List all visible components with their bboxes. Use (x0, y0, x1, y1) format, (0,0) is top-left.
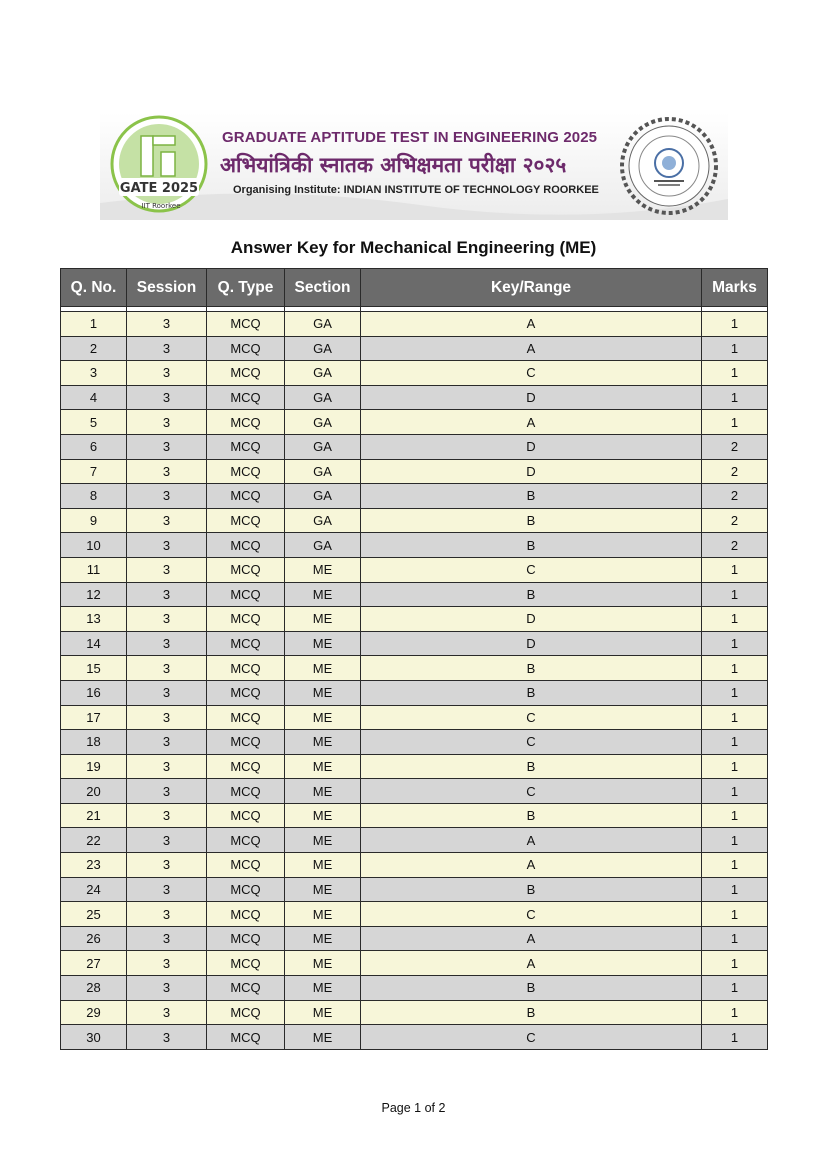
cell-key: A (361, 410, 702, 435)
cell-key: C (361, 730, 702, 755)
cell-marks: 2 (702, 533, 768, 558)
cell-section: GA (285, 459, 361, 484)
cell-section: GA (285, 361, 361, 386)
cell-qno: 19 (61, 754, 127, 779)
cell-marks: 1 (702, 730, 768, 755)
cell-marks: 1 (702, 631, 768, 656)
cell-qno: 2 (61, 336, 127, 361)
cell-marks: 1 (702, 951, 768, 976)
cell-marks: 1 (702, 312, 768, 337)
cell-qno: 9 (61, 508, 127, 533)
cell-session: 3 (127, 312, 207, 337)
table-row (61, 1025, 768, 1050)
cell-key: D (361, 459, 702, 484)
cell-key: D (361, 385, 702, 410)
cell-section: GA (285, 410, 361, 435)
cell-qno: 27 (61, 951, 127, 976)
column-header-section: Section (285, 269, 361, 307)
cell-qtype: MCQ (207, 828, 285, 853)
cell-marks: 1 (702, 336, 768, 361)
table-row (61, 779, 768, 804)
cell-section: ME (285, 1025, 361, 1050)
table-row (61, 754, 768, 779)
cell-key: D (361, 607, 702, 632)
cell-marks: 1 (702, 385, 768, 410)
cell-section: GA (285, 508, 361, 533)
cell-qtype: MCQ (207, 877, 285, 902)
cell-marks: 2 (702, 459, 768, 484)
cell-key: B (361, 582, 702, 607)
cell-qtype: MCQ (207, 803, 285, 828)
cell-key: C (361, 557, 702, 582)
cell-key: D (361, 631, 702, 656)
table-row (61, 902, 768, 927)
cell-key: C (361, 779, 702, 804)
cell-session: 3 (127, 976, 207, 1001)
cell-marks: 1 (702, 976, 768, 1001)
cell-qno: 6 (61, 434, 127, 459)
column-header-marks: Marks (702, 269, 768, 307)
cell-marks: 2 (702, 434, 768, 459)
cell-section: ME (285, 803, 361, 828)
cell-qno: 26 (61, 926, 127, 951)
cell-key: B (361, 508, 702, 533)
cell-section: GA (285, 434, 361, 459)
cell-session: 3 (127, 459, 207, 484)
cell-qno: 25 (61, 902, 127, 927)
document-title: Answer Key for Mechanical Engineering (ME) (230, 238, 597, 257)
column-header-qno: Q. No. (61, 269, 127, 307)
cell-qtype: MCQ (207, 656, 285, 681)
cell-qno: 18 (61, 730, 127, 755)
cell-qtype: MCQ (207, 705, 285, 730)
cell-session: 3 (127, 434, 207, 459)
cell-qtype: MCQ (207, 508, 285, 533)
cell-session: 3 (127, 385, 207, 410)
cell-section: ME (285, 779, 361, 804)
cell-session: 3 (127, 902, 207, 927)
table-row (61, 607, 768, 632)
cell-session: 3 (127, 361, 207, 386)
cell-qtype: MCQ (207, 631, 285, 656)
table-row (61, 926, 768, 951)
cell-qno: 24 (61, 877, 127, 902)
cell-section: ME (285, 680, 361, 705)
cell-section: ME (285, 631, 361, 656)
cell-key: A (361, 336, 702, 361)
cell-key: A (361, 853, 702, 878)
cell-session: 3 (127, 680, 207, 705)
cell-section: GA (285, 312, 361, 337)
table-row (61, 484, 768, 509)
page-number: Page 1 of 2 (381, 1101, 446, 1115)
cell-qno: 21 (61, 803, 127, 828)
cell-section: ME (285, 853, 361, 878)
cell-key: C (361, 902, 702, 927)
cell-section: GA (285, 385, 361, 410)
cell-qtype: MCQ (207, 1000, 285, 1025)
cell-qno: 28 (61, 976, 127, 1001)
cell-section: ME (285, 1000, 361, 1025)
cell-qno: 15 (61, 656, 127, 681)
table-row (61, 976, 768, 1001)
cell-session: 3 (127, 1000, 207, 1025)
cell-marks: 2 (702, 508, 768, 533)
cell-marks: 1 (702, 705, 768, 730)
cell-marks: 1 (702, 656, 768, 681)
table-row (61, 459, 768, 484)
cell-session: 3 (127, 656, 207, 681)
cell-section: GA (285, 484, 361, 509)
cell-session: 3 (127, 533, 207, 558)
iit-roorkee-emblem-icon (618, 115, 720, 217)
table-row (61, 853, 768, 878)
cell-section: GA (285, 336, 361, 361)
cell-key: B (361, 877, 702, 902)
cell-qtype: MCQ (207, 853, 285, 878)
cell-session: 3 (127, 336, 207, 361)
cell-qtype: MCQ (207, 582, 285, 607)
table-row (61, 828, 768, 853)
cell-qno: 13 (61, 607, 127, 632)
table-row (61, 582, 768, 607)
cell-qno: 23 (61, 853, 127, 878)
cell-marks: 1 (702, 410, 768, 435)
cell-session: 3 (127, 877, 207, 902)
table-row (61, 508, 768, 533)
cell-session: 3 (127, 484, 207, 509)
cell-qtype: MCQ (207, 312, 285, 337)
cell-qno: 7 (61, 459, 127, 484)
cell-key: C (361, 1025, 702, 1050)
cell-key: B (361, 484, 702, 509)
cell-session: 3 (127, 508, 207, 533)
cell-key: B (361, 754, 702, 779)
cell-qno: 14 (61, 631, 127, 656)
cell-qtype: MCQ (207, 976, 285, 1001)
cell-key: B (361, 533, 702, 558)
cell-qno: 16 (61, 680, 127, 705)
cell-qno: 5 (61, 410, 127, 435)
gate-logo-subtext: IIT Roorkee (141, 202, 181, 210)
cell-qtype: MCQ (207, 410, 285, 435)
cell-key: B (361, 976, 702, 1001)
cell-marks: 1 (702, 1000, 768, 1025)
cell-key: A (361, 828, 702, 853)
table-row (61, 312, 768, 337)
cell-marks: 1 (702, 853, 768, 878)
cell-qtype: MCQ (207, 361, 285, 386)
cell-marks: 1 (702, 828, 768, 853)
answer-key-table (60, 268, 768, 1050)
table-row (61, 557, 768, 582)
cell-section: ME (285, 730, 361, 755)
cell-key: A (361, 926, 702, 951)
cell-qno: 3 (61, 361, 127, 386)
table-row (61, 730, 768, 755)
cell-session: 3 (127, 607, 207, 632)
table-row (61, 705, 768, 730)
cell-qtype: MCQ (207, 557, 285, 582)
cell-session: 3 (127, 705, 207, 730)
cell-qtype: MCQ (207, 730, 285, 755)
cell-session: 3 (127, 410, 207, 435)
cell-section: ME (285, 976, 361, 1001)
cell-session: 3 (127, 754, 207, 779)
table-row (61, 1000, 768, 1025)
cell-section: ME (285, 754, 361, 779)
cell-qno: 22 (61, 828, 127, 853)
cell-qno: 8 (61, 484, 127, 509)
cell-qtype: MCQ (207, 926, 285, 951)
table-body (61, 307, 768, 1050)
cell-key: B (361, 680, 702, 705)
cell-qtype: MCQ (207, 1025, 285, 1050)
cell-session: 3 (127, 926, 207, 951)
cell-qno: 30 (61, 1025, 127, 1050)
cell-key: C (361, 705, 702, 730)
cell-marks: 1 (702, 779, 768, 804)
cell-marks: 1 (702, 754, 768, 779)
cell-session: 3 (127, 853, 207, 878)
cell-session: 3 (127, 779, 207, 804)
cell-session: 3 (127, 951, 207, 976)
cell-qno: 29 (61, 1000, 127, 1025)
cell-section: ME (285, 705, 361, 730)
cell-qtype: MCQ (207, 680, 285, 705)
cell-qno: 11 (61, 557, 127, 582)
cell-section: ME (285, 902, 361, 927)
cell-qtype: MCQ (207, 951, 285, 976)
cell-marks: 1 (702, 877, 768, 902)
cell-key: A (361, 951, 702, 976)
cell-qtype: MCQ (207, 459, 285, 484)
cell-key: B (361, 803, 702, 828)
table-row (61, 533, 768, 558)
cell-qtype: MCQ (207, 434, 285, 459)
cell-session: 3 (127, 582, 207, 607)
organising-institute: Organising Institute: INDIAN INSTITUTE OF TECHNOLOGY ROORKEE (233, 184, 599, 196)
header-banner (100, 113, 728, 220)
cell-session: 3 (127, 1025, 207, 1050)
cell-qno: 20 (61, 779, 127, 804)
table-row (61, 336, 768, 361)
cell-key: B (361, 1000, 702, 1025)
cell-marks: 1 (702, 902, 768, 927)
cell-key: C (361, 361, 702, 386)
cell-qtype: MCQ (207, 779, 285, 804)
table-row (61, 877, 768, 902)
cell-qtype: MCQ (207, 336, 285, 361)
cell-key: A (361, 312, 702, 337)
cell-qno: 12 (61, 582, 127, 607)
cell-section: ME (285, 557, 361, 582)
cell-marks: 1 (702, 607, 768, 632)
cell-qno: 10 (61, 533, 127, 558)
table-row (61, 680, 768, 705)
table-header-row (61, 269, 768, 307)
cell-session: 3 (127, 828, 207, 853)
cell-session: 3 (127, 631, 207, 656)
cell-section: ME (285, 926, 361, 951)
gate-logo-text: GATE 2025 (119, 181, 199, 196)
table-row (61, 434, 768, 459)
cell-session: 3 (127, 730, 207, 755)
cell-qno: 17 (61, 705, 127, 730)
cell-section: GA (285, 533, 361, 558)
table-row (61, 385, 768, 410)
cell-qno: 4 (61, 385, 127, 410)
cell-marks: 1 (702, 803, 768, 828)
cell-marks: 1 (702, 361, 768, 386)
cell-section: ME (285, 828, 361, 853)
cell-section: ME (285, 877, 361, 902)
banner-title: GRADUATE APTITUDE TEST IN ENGINEERING 2025 (222, 129, 598, 146)
cell-section: ME (285, 607, 361, 632)
table-row (61, 631, 768, 656)
column-header-qtype: Q. Type (207, 269, 285, 307)
column-header-key-range: Key/Range (361, 269, 702, 307)
table-row (61, 361, 768, 386)
cell-marks: 1 (702, 582, 768, 607)
cell-key: D (361, 434, 702, 459)
cell-marks: 1 (702, 926, 768, 951)
cell-qno: 1 (61, 312, 127, 337)
cell-marks: 1 (702, 680, 768, 705)
cell-qtype: MCQ (207, 484, 285, 509)
cell-section: ME (285, 951, 361, 976)
cell-qtype: MCQ (207, 607, 285, 632)
cell-marks: 1 (702, 557, 768, 582)
column-header-session: Session (127, 269, 207, 307)
table-row (61, 803, 768, 828)
cell-marks: 2 (702, 484, 768, 509)
table-row (61, 656, 768, 681)
cell-qtype: MCQ (207, 902, 285, 927)
cell-qtype: MCQ (207, 385, 285, 410)
cell-section: ME (285, 656, 361, 681)
cell-qtype: MCQ (207, 533, 285, 558)
table-row (61, 951, 768, 976)
cell-session: 3 (127, 557, 207, 582)
cell-session: 3 (127, 803, 207, 828)
cell-qtype: MCQ (207, 754, 285, 779)
gate-logo-icon (107, 114, 211, 218)
cell-marks: 1 (702, 1025, 768, 1050)
table-row (61, 410, 768, 435)
banner-hindi-title: अभियांत्रिकी स्नातक अभिक्षमता परीक्षा २०२५ (220, 153, 567, 177)
cell-section: ME (285, 582, 361, 607)
cell-key: B (361, 656, 702, 681)
